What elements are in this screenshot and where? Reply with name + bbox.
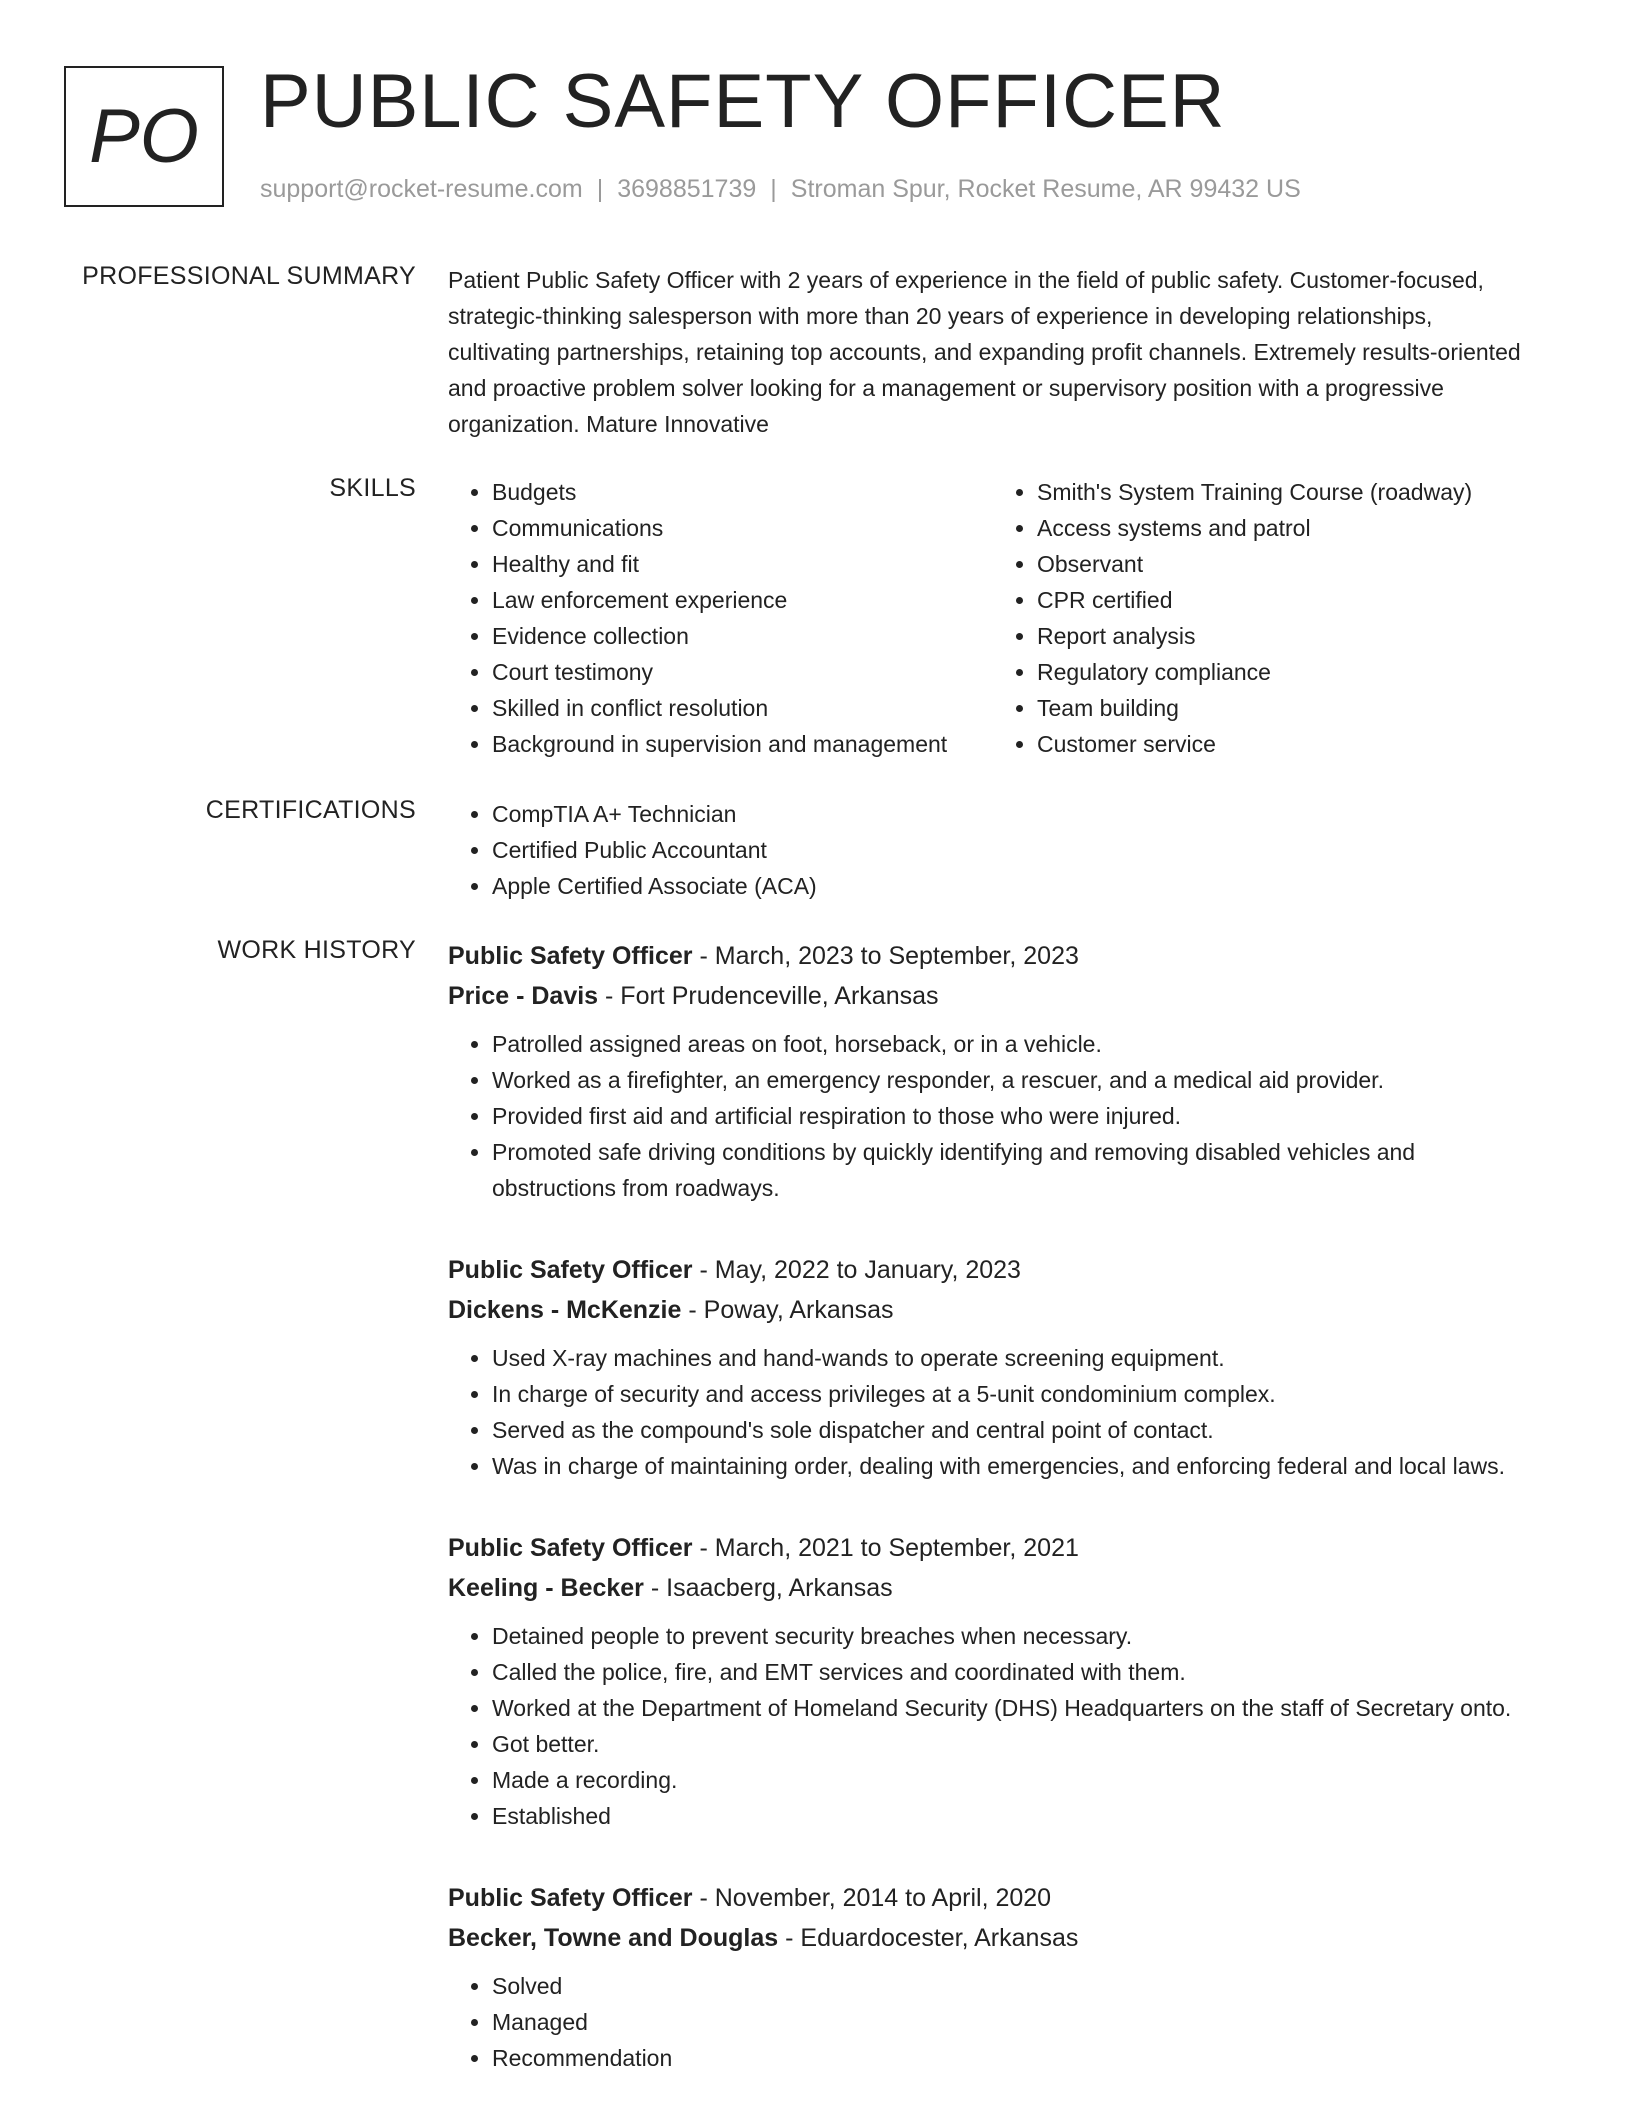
job-dates: - March, 2023 to September, 2023 bbox=[692, 942, 1079, 970]
job-bullet: • In charge of security and access privileges at a 5-unit condominium complex. bbox=[492, 1376, 1538, 1412]
skill-item: • CPR certified bbox=[1037, 582, 1538, 618]
job-title-line bbox=[448, 1250, 1538, 1290]
skill-item: • Evidence collection bbox=[492, 618, 993, 654]
section-label-summary: PROFESSIONAL SUMMARY bbox=[82, 262, 416, 290]
job-bullet-list bbox=[448, 1968, 1538, 2076]
skill-item: • Observant bbox=[1037, 546, 1538, 582]
certification-item: • CompTIA A+ Technician bbox=[492, 796, 1538, 832]
contact-address: Stroman Spur, Rocket Resume, AR 99432 US bbox=[790, 175, 1301, 203]
job-dates: - May, 2022 to January, 2023 bbox=[692, 1256, 1021, 1284]
work-history-body bbox=[448, 936, 1538, 2076]
job-location: - Eduardocester, Arkansas bbox=[778, 1924, 1079, 1952]
job-company: Becker, Towne and Douglas bbox=[448, 1924, 779, 1952]
job-bullet-list bbox=[448, 1618, 1538, 1834]
job-bullet: • Managed bbox=[492, 2004, 1538, 2040]
job-dates: - March, 2021 to September, 2021 bbox=[692, 1534, 1079, 1562]
job-title: Public Safety Officer bbox=[448, 1884, 693, 1912]
certifications-list bbox=[448, 796, 1538, 904]
job-company: Dickens - McKenzie bbox=[448, 1296, 682, 1324]
job-bullet: • Was in charge of maintaining order, dealing with emergencies, and enforcing federal and local laws. bbox=[492, 1448, 1538, 1484]
job-company-line bbox=[448, 1568, 1538, 1608]
skill-item: • Regulatory compliance bbox=[1037, 654, 1538, 690]
job-location: - Fort Prudenceville, Arkansas bbox=[598, 982, 939, 1010]
contact-email[interactable]: support@rocket-resume.com bbox=[260, 175, 583, 203]
contact-phone[interactable]: 3698851739 bbox=[617, 175, 757, 203]
monogram-logo: PO bbox=[64, 66, 224, 207]
section-label-work-history: WORK HISTORY bbox=[217, 936, 416, 964]
skill-item: • Access systems and patrol bbox=[1037, 510, 1538, 546]
job-title-line bbox=[448, 1528, 1538, 1568]
section-label-skills: SKILLS bbox=[329, 474, 416, 502]
contact-separator: | bbox=[770, 175, 777, 203]
job-title: Public Safety Officer bbox=[448, 942, 693, 970]
job-bullet: • Patrolled assigned areas on foot, horseback, or in a vehicle. bbox=[492, 1026, 1538, 1062]
summary-text: Patient Public Safety Officer with 2 years of experience in the field of public safety. Customer-focused, strategic-thinking salesperson with more than 20 years of experience in developing relationships, cultivating partnerships, retaining top accounts, and expanding profit channels. Extremely results-oriented and proactive problem solver looking for a management or supervisory position with a progressive organization. Mature Innovative bbox=[448, 267, 1521, 437]
job-entry bbox=[448, 1250, 1538, 1484]
contact-line bbox=[260, 175, 1301, 204]
job-company: Keeling - Becker bbox=[448, 1574, 644, 1602]
skill-item: • Healthy and fit bbox=[492, 546, 993, 582]
job-bullet: • Got better. bbox=[492, 1726, 1538, 1762]
job-company-line bbox=[448, 1918, 1538, 1958]
job-company: Price - Davis bbox=[448, 982, 599, 1010]
job-entry bbox=[448, 1878, 1538, 2076]
job-title-line bbox=[448, 1878, 1538, 1918]
job-bullet: • Established bbox=[492, 1798, 1538, 1834]
job-entry bbox=[448, 1528, 1538, 1834]
skill-item: • Law enforcement experience bbox=[492, 582, 993, 618]
skills-list-left bbox=[448, 474, 993, 762]
job-title-line bbox=[448, 936, 1538, 976]
job-bullet: • Called the police, fire, and EMT services and coordinated with them. bbox=[492, 1654, 1538, 1690]
skill-item: • Budgets bbox=[492, 474, 993, 510]
job-bullet: • Promoted safe driving conditions by quickly identifying and removing disabled vehicles and obstructions from roadways. bbox=[492, 1134, 1538, 1206]
skills-columns bbox=[448, 474, 1538, 762]
contact-separator: | bbox=[596, 175, 604, 203]
certification-item: • Certified Public Accountant bbox=[492, 832, 1538, 868]
skill-item: • Team building bbox=[1037, 690, 1538, 726]
job-bullet: • Served as the compound's sole dispatcher and central point of contact. bbox=[492, 1412, 1538, 1448]
job-dates: - November, 2014 to April, 2020 bbox=[692, 1884, 1052, 1912]
certification-item: • Apple Certified Associate (ACA) bbox=[492, 868, 1538, 904]
skill-item: • Smith's System Training Course (roadway) bbox=[1037, 474, 1538, 510]
job-location: - Isaacberg, Arkansas bbox=[643, 1574, 893, 1602]
job-company-line bbox=[448, 1290, 1538, 1330]
skills-list-right bbox=[993, 474, 1538, 762]
skill-item: • Communications bbox=[492, 510, 993, 546]
job-bullet: • Made a recording. bbox=[492, 1762, 1538, 1798]
job-company-line bbox=[448, 976, 1538, 1016]
job-bullet: • Used X-ray machines and hand-wands to operate screening equipment. bbox=[492, 1340, 1538, 1376]
job-bullet: • Detained people to prevent security breaches when necessary. bbox=[492, 1618, 1538, 1654]
job-title: Public Safety Officer bbox=[448, 1256, 693, 1284]
skill-item: • Skilled in conflict resolution bbox=[492, 690, 993, 726]
section-label-certifications: CERTIFICATIONS bbox=[205, 796, 416, 824]
job-title: Public Safety Officer bbox=[448, 1534, 693, 1562]
skill-item: • Background in supervision and management bbox=[492, 726, 993, 762]
job-bullet: • Recommendation bbox=[492, 2040, 1538, 2076]
job-entry bbox=[448, 936, 1538, 1206]
job-bullet: • Worked as a firefighter, an emergency responder, a rescuer, and a medical aid provider. bbox=[492, 1062, 1538, 1098]
skill-item: • Customer service bbox=[1037, 726, 1538, 762]
skill-item: • Court testimony bbox=[492, 654, 993, 690]
job-location: - Poway, Arkansas bbox=[681, 1296, 894, 1324]
skill-item: • Report analysis bbox=[1037, 618, 1538, 654]
job-bullet: • Solved bbox=[492, 1968, 1538, 2004]
certifications-body bbox=[448, 796, 1538, 904]
job-bullet: • Provided first aid and artificial respiration to those who were injured. bbox=[492, 1098, 1538, 1134]
job-bullet-list bbox=[448, 1340, 1538, 1484]
job-bullet-list bbox=[448, 1026, 1538, 1206]
resume-title: PUBLIC SAFETY OFFICER bbox=[260, 59, 1226, 144]
job-bullet: • Worked at the Department of Homeland Security (DHS) Headquarters on the staff of Secretary onto. bbox=[492, 1690, 1538, 1726]
